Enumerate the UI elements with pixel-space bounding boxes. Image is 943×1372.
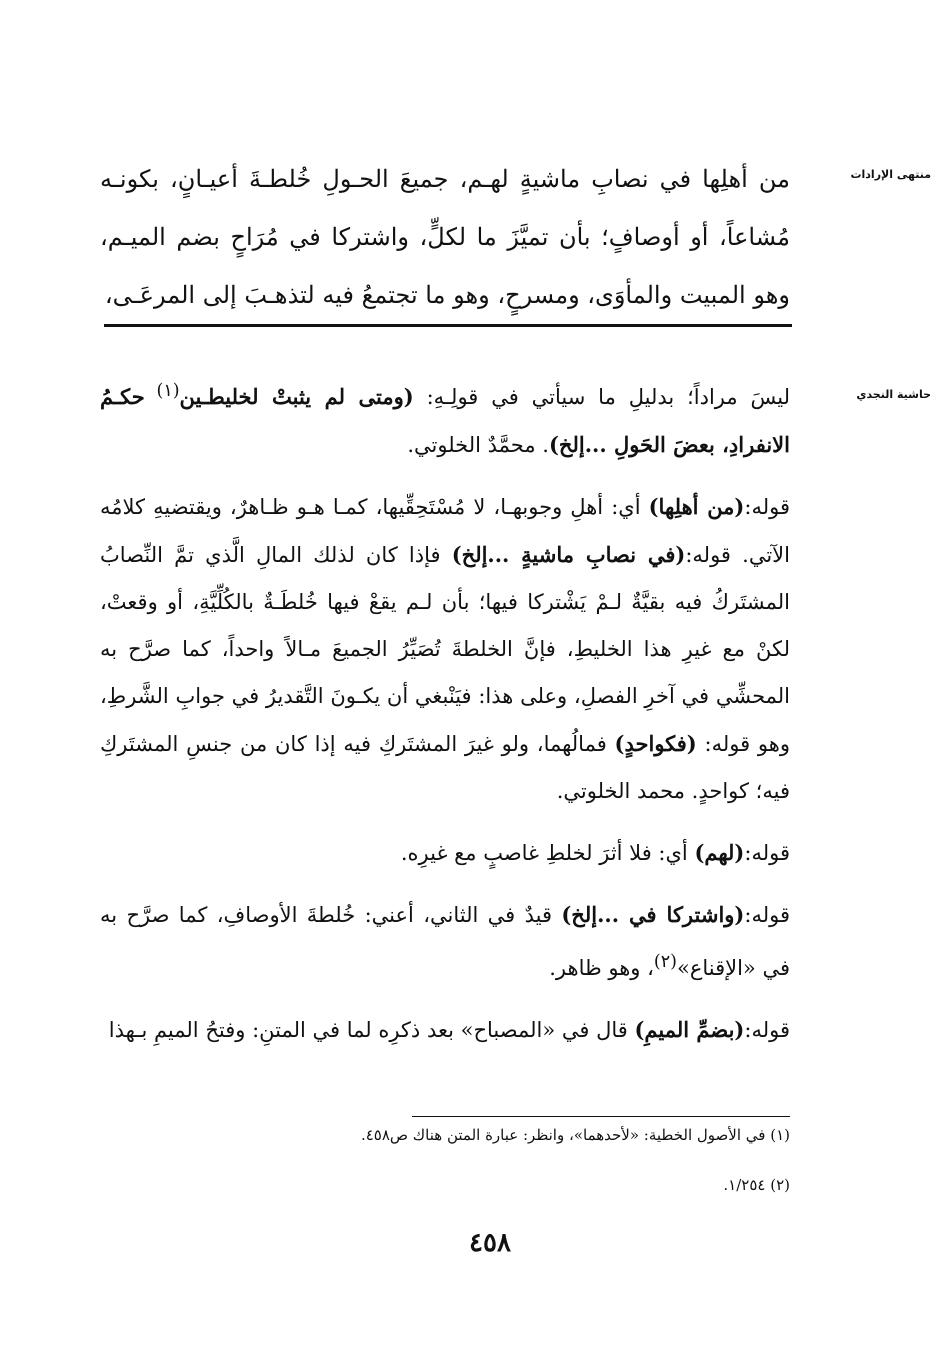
hashia-text-run: قيدٌ في الثاني، أعني: خُلطةَ الأوصافِ، كما صرَّح به في «الإقناع» <box>100 903 790 980</box>
matn-separator-rule <box>104 324 792 327</box>
footnote-ref-1: (١) <box>144 381 180 401</box>
quoted-matn: حكـمُ الانفرادِ، بعضَ الحَولِ ...إلخ) <box>100 384 790 457</box>
footnotes <box>260 1124 790 1224</box>
hashia-text-run: فإذا كان لذلك المالِ الَّذي تمَّ النِّصابُ المشتَركُ فيه بقيَّةٌ لـمْ يَشْتركا فيها؛ بأن لـم يقعْ فيها خُلطَـةٌ بالكُلِّيَّةِ، أو وقعتْ، لكنْ مع غيرِ هذا الخليطِ، فإنَّ الخلطةَ تُصَيِّرُ الجميعَ مـالاً واحداً، كما صرَّح به المحشِّي في آخرِ الفصلِ، وعلى هذا: فيَنْبغي أن يكـونَ التَّقديرُ في جوابِ الشَّرطِ، وهو قوله: <box>100 543 790 756</box>
footnote-separator-rule <box>412 1116 790 1117</box>
quoted-matn: (من أهلِها) <box>648 494 745 519</box>
quoted-matn: (لهم) <box>694 840 745 865</box>
hashia-paragraph-2 <box>100 483 790 815</box>
hashia-text-run: أي: فلا أثرَ لخلطِ غاصبٍ مع غيرِه. <box>400 841 695 865</box>
footnote-1: (١) في الأصول الخطية: «لأحدهما»، وانظر: عبارة المتن هناك ص٤٥٨. <box>360 1126 790 1144</box>
hashia-text-run: قوله: <box>744 903 790 927</box>
hashia-paragraph-1 <box>100 368 790 469</box>
hashia-text-run: ليسَ مراداً؛ بدليلِ ما سيأتي في قولِـهِ: <box>413 385 790 409</box>
hashia-text-run: ، وهو ظاهر. <box>549 956 654 980</box>
hashia-paragraph-3 <box>100 829 790 877</box>
quoted-matn: (بضمِّ الميمِ) <box>634 1017 745 1042</box>
quoted-matn: (واشتركا في ...إلخ) <box>561 902 745 927</box>
hashia-text-run: قال في «المصباح» بعد ذكرِه لما في المتنِ: وفتحُ الميمِ بـهذا <box>108 1018 635 1042</box>
hashia-text <box>100 368 790 1068</box>
quoted-matn: (فكواحدٍ) <box>614 731 697 756</box>
quoted-matn: (في نصابِ ماشيةٍ ...إلخ) <box>451 542 686 567</box>
footnote-2: (٢) ١/٢٥٤. <box>723 1176 790 1194</box>
margin-label-hashia: حاشية النجدي <box>856 388 931 401</box>
hashia-text-run: . محمَّدٌ الخلوتي. <box>407 433 549 457</box>
matn-paragraph: من أهلِها في نصابِ ماشيةٍ لهـم، جميعَ الحـولِ خُلطـةَ أعيـانٍ، بكونـه مُشاعاً، أو أوصافٍ؛ بأن تميَّزَ ما لكلٍّ، واشتركا في مُرَاحٍ بضم الميـم، وهو المبيت والمأوَى، ومسرحٍ، وهو ما تجتمعُ فيه لتذهـبَ إلى المرعَـى، <box>100 165 791 309</box>
margin-label-matn: منتهى الإرادات <box>850 168 931 181</box>
footnote-ref-2: (٢) <box>653 952 677 972</box>
hashia-paragraph-5 <box>100 1006 790 1054</box>
hashia-text-run: فمالُهما، ولو غيرَ المشتَركِ فيه إذا كان من جنسِ المشتَركِ فيه؛ كواحدٍ. محمد الخلوتي. <box>100 732 790 803</box>
hashia-paragraph-4 <box>100 891 790 992</box>
page-number: ٤٥٨ <box>469 1228 511 1258</box>
hashia-text-run: قوله: <box>744 841 790 865</box>
matn-text <box>100 150 790 324</box>
quoted-matn: (ومتى لم يثبتْ لخليطـين <box>179 384 414 409</box>
hashia-text-run: قوله: <box>744 495 790 519</box>
hashia-text-run: أي: أهلِ وجوبهـا، لا مُسْتَحِقِّيها، كمـا هـو ظـاهرٌ، ويقتضيهِ كلامُه الآتي. قوله: <box>100 495 790 567</box>
hashia-text-run: قوله: <box>744 1018 790 1042</box>
